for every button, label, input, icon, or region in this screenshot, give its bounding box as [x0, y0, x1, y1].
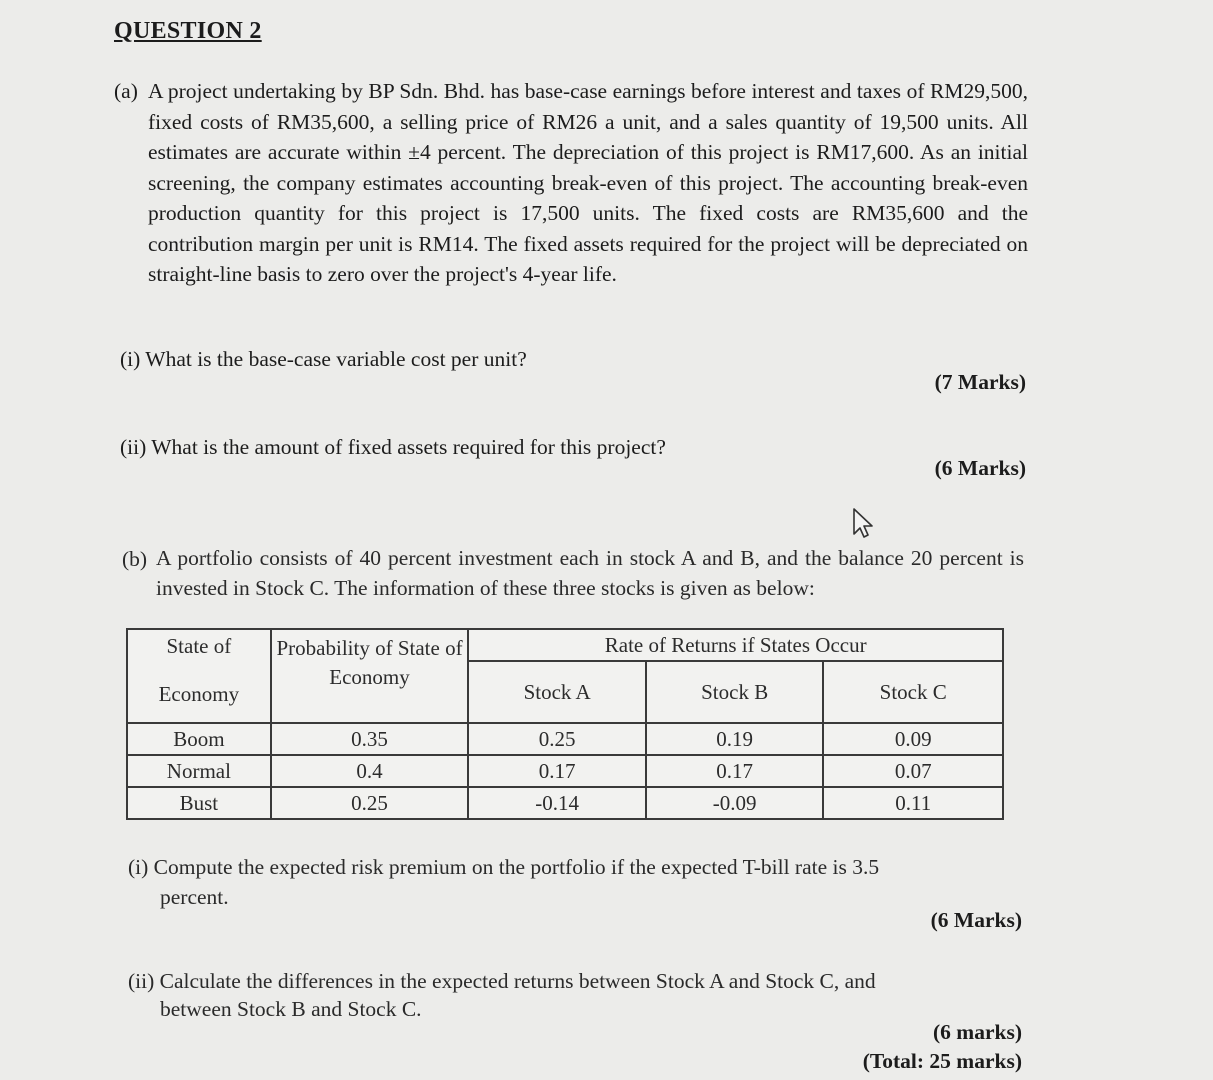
returns-table: [126, 628, 1004, 820]
part-a-question-ii: (ii) What is the amount of fixed assets required for this project?: [120, 435, 666, 459]
question-title: QUESTION 2: [114, 18, 262, 44]
part-b-question-i-line2: percent.: [160, 885, 229, 909]
part-a-question-ii-marks: (6 Marks): [934, 456, 1026, 480]
header-state-line2: Economy: [158, 682, 240, 706]
cell-prob: 0.4: [271, 755, 469, 787]
mouse-pointer-icon: [848, 506, 878, 542]
total-marks: (Total: 25 marks): [862, 1049, 1022, 1073]
cell-prob: 0.35: [271, 723, 469, 755]
cell-stock-b: 0.19: [646, 723, 824, 755]
part-b-text: A portfolio consists of 40 percent investment each in stock A and B, and the balance 20 percent is invested in Stock C. The information of these three stocks is given as below:: [156, 546, 1024, 600]
cell-stock-b: 0.17: [646, 755, 824, 787]
cell-state: Bust: [127, 787, 271, 819]
part-a-text: A project undertaking by BP Sdn. Bhd. has base-case earnings before interest and taxes of RM29,500, fixed costs of RM35,600, a selling price of RM26 a unit, and a sales quantity of 19,500 units. All estimates are accurate within ±4 percent. The depreciation of this project is RM17,600. As an initial screening, the company estimates accounting break-even of this project. The accounting break-even production quantity for this project is 17,500 units. The fixed costs are RM35,600 and the contribution margin per unit is RM14. The fixed assets required for the project will be depreciated on straight-line basis to zero over the project's 4-year life.: [148, 79, 1028, 286]
cell-stock-b: -0.09: [646, 787, 824, 819]
part-b-label: (b): [122, 547, 148, 571]
cell-state: Boom: [127, 723, 271, 755]
header-state-line1: State of: [166, 634, 232, 658]
part-b-question-ii-line2: between Stock B and Stock C.: [160, 997, 422, 1021]
part-a-question-i: (i) What is the base-case variable cost per unit?: [120, 347, 527, 371]
table-row: [127, 787, 1003, 819]
part-a-label: (a): [114, 79, 138, 103]
header-stock-c: Stock C: [823, 661, 1003, 723]
part-a-question-i-marks: (7 Marks): [934, 370, 1026, 394]
table-row: [127, 755, 1003, 787]
header-rate-of-returns: Rate of Returns if States Occur: [468, 629, 1003, 661]
header-stock-b: Stock B: [646, 661, 824, 723]
part-b-question-ii-marks: (6 marks): [933, 1020, 1022, 1044]
cell-stock-c: 0.11: [823, 787, 1003, 819]
header-probability: Probability of State of Economy: [271, 629, 469, 723]
cell-stock-a: -0.14: [468, 787, 646, 819]
cell-stock-c: 0.07: [823, 755, 1003, 787]
header-state-of-economy: [127, 629, 271, 723]
part-b-question-i-line1: (i) Compute the expected risk premium on the portfolio if the expected T-bill rate is 3.5: [128, 855, 880, 879]
part-b-question-ii-line1: (ii) Calculate the differences in the expected returns between Stock A and Stock C, and: [128, 969, 876, 993]
table-row: [127, 723, 1003, 755]
cell-state: Normal: [127, 755, 271, 787]
part-b-question-i-marks: (6 Marks): [930, 908, 1022, 932]
cell-stock-a: 0.17: [468, 755, 646, 787]
cell-stock-c: 0.09: [823, 723, 1003, 755]
cell-prob: 0.25: [271, 787, 469, 819]
header-stock-a: Stock A: [468, 661, 646, 723]
cell-stock-a: 0.25: [468, 723, 646, 755]
